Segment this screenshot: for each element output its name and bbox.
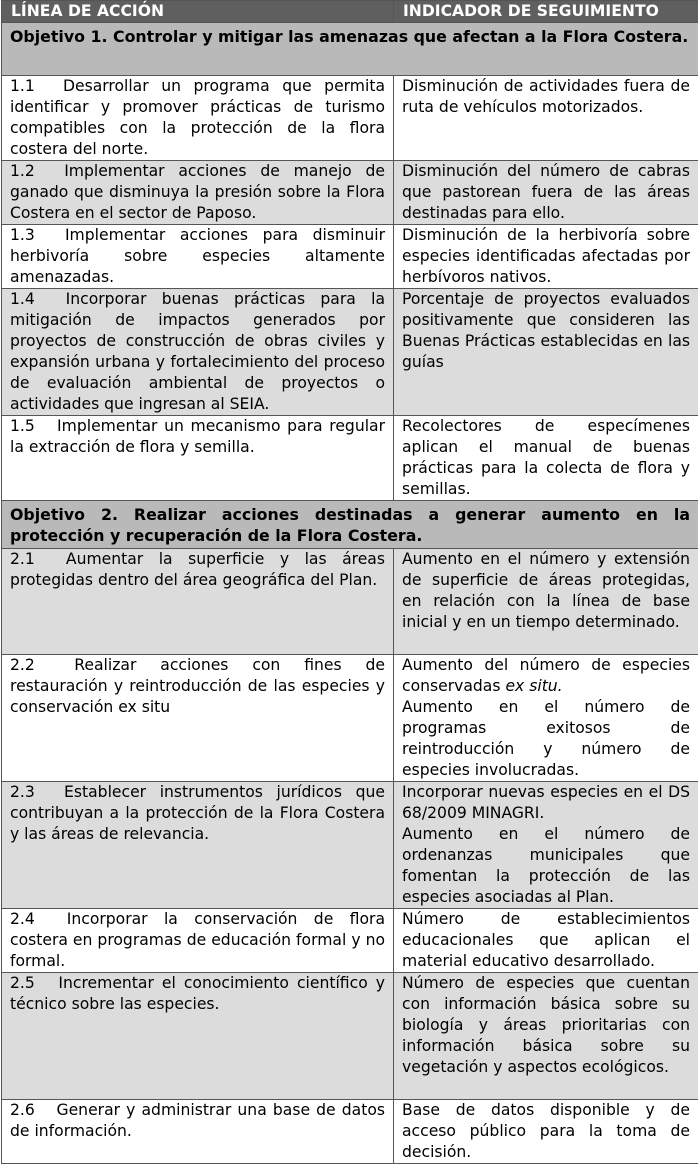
table-row <box>2 76 698 161</box>
action-cell: 2.5 Incrementar el conocimiento científico y técnico sobre las especies. <box>2 973 394 1100</box>
indicator-cell: Disminución de la herbivoría sobre especies identificadas afectadas por herbívoros nativos. <box>394 225 698 289</box>
action-cell: 1.2 Implementar acciones de manejo de ganado que disminuya la presión sobre la Flora Costera en el sector de Paposo. <box>2 161 394 225</box>
action-plan-table <box>1 0 698 1164</box>
action-cell: 1.5 Implementar un mecanismo para regular la extracción de flora y semilla. <box>2 416 394 501</box>
action-cell: 2.3 Establecer instrumentos jurídicos que contribuyan a la protección de la Flora Costera y las áreas de relevancia. <box>2 782 394 909</box>
objective-2-title: Objetivo 2. Realizar acciones destinadas a generar aumento en la protección y recuperación de la Flora Costera. <box>2 501 698 549</box>
indicator-text-b: Aumento en el número de programas exitosos de reintroducción y número de especies involucradas. <box>402 698 690 779</box>
table-row <box>2 655 698 782</box>
table-row <box>2 1100 698 1164</box>
indicator-text-a: Aumento del número de especies conservadas <box>402 656 690 695</box>
action-cell: 2.2 Realizar acciones con fines de restauración y reintroducción de las especies y conservación ex situ <box>2 655 394 782</box>
indicator-cell <box>394 782 698 909</box>
table-row <box>2 161 698 225</box>
indicator-cell: Porcentaje de proyectos evaluados positivamente que consideren las Buenas Prácticas establecidas en las guías <box>394 289 698 416</box>
indicator-cell: Número de establecimientos educacionales que aplican el material educativo desarrollado. <box>394 909 698 973</box>
header-monitoring-indicator: INDICADOR DE SEGUIMIENTO <box>394 1 698 23</box>
action-cell: 2.6 Generar y administrar una base de datos de información. <box>2 1100 394 1164</box>
table-row <box>2 416 698 501</box>
header-action-line: LÍNEA DE ACCIÓN <box>2 1 394 23</box>
action-cell: 1.3 Implementar acciones para disminuir herbivoría sobre especies altamente amenazadas. <box>2 225 394 289</box>
action-cell: 2.4 Incorporar la conservación de flora costera en programas de educación formal y no formal. <box>2 909 394 973</box>
table-row <box>2 289 698 416</box>
indicator-cell: Número de especies que cuentan con información básica sobre su biología y áreas prioritarias con información básica sobre su vegetación y aspectos ecológicos. <box>394 973 698 1100</box>
objective-2-row <box>2 501 698 549</box>
table-row <box>2 225 698 289</box>
indicator-cell: Aumento en el número y extensión de superficie de áreas protegidas, en relación con la línea de base inicial y en un tiempo determinado. <box>394 549 698 655</box>
table-row <box>2 973 698 1100</box>
table-header-row <box>2 1 698 23</box>
objective-1-title: Objetivo 1. Controlar y mitigar las amenazas que afectan a la Flora Costera. <box>2 23 698 76</box>
indicator-cell: Recolectores de especímenes aplican el manual de buenas prácticas para la colecta de flora y semillas. <box>394 416 698 501</box>
table-row <box>2 782 698 909</box>
table-row <box>2 909 698 973</box>
action-cell: 2.1 Aumentar la superficie y las áreas protegidas dentro del área geográfica del Plan. <box>2 549 394 655</box>
indicator-cell <box>394 655 698 782</box>
indicator-text-a: Incorporar nuevas especies en el DS 68/2009 MINAGRI. <box>402 783 690 822</box>
indicator-text-b: Aumento en el número de ordenanzas municipales que fomentan la protección de las especies asociadas al Plan. <box>402 825 690 906</box>
action-cell: 1.1 Desarrollar un programa que permita identificar y promover prácticas de turismo compatibles con la protección de la flora costera del norte. <box>2 76 394 161</box>
objective-1-row <box>2 23 698 76</box>
indicator-cell: Base de datos disponible y de acceso público para la toma de decisión. <box>394 1100 698 1164</box>
indicator-cell: Disminución de actividades fuera de ruta de vehículos motorizados. <box>394 76 698 161</box>
indicator-cell: Disminución del número de cabras que pastorean fuera de las áreas destinadas para ello. <box>394 161 698 225</box>
indicator-text-a-italic: ex situ. <box>505 677 563 695</box>
action-cell: 1.4 Incorporar buenas prácticas para la mitigación de impactos generados por proyectos de construcción de obras civiles y expansión urbana y fortalecimiento del proceso de evaluación ambiental de proyectos o actividades que ingresan al SEIA. <box>2 289 394 416</box>
table-row <box>2 549 698 655</box>
